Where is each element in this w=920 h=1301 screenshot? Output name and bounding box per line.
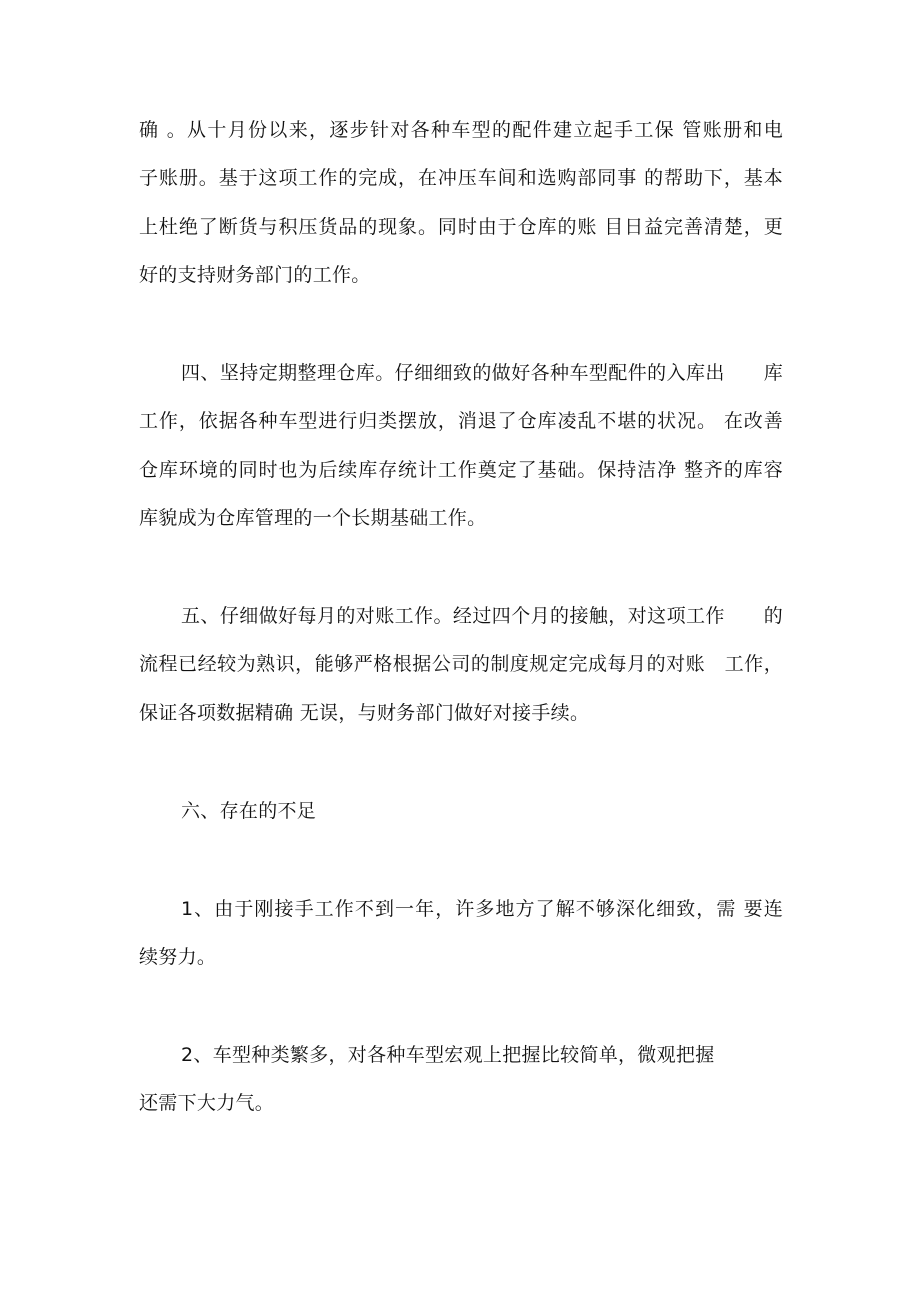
paragraph-1-line-4: 好的支持财务部门的工作。 — [139, 264, 371, 286]
paragraph-2-line-1: 四、坚持定期整理仓库。仔细细致的做好各种车型配件的入库出 库 — [181, 362, 783, 384]
paragraph-5-line-2: 续努力。 — [139, 946, 217, 968]
paragraph-3-line-1: 五、仔细做好每月的对账工作。经过四个月的接触，对这项工作 的 — [181, 605, 783, 627]
section-heading-shortcomings: 六、存在的不足 — [181, 800, 317, 822]
paragraph-2-line-2: 工作，依据各种车型进行归类摆放，消退了仓库凌乱不堪的状况。 在改善 — [139, 410, 783, 432]
paragraph-3-line-2: 流程已经较为熟识，能够严格根据公司的制度规定完成每月的对账 工作， — [139, 653, 783, 675]
paragraph-1-line-2: 子账册。基于这项工作的完成，在冲压车间和选购部同事 的帮助下，基本 — [139, 167, 783, 189]
paragraph-5-line-1: 1、由于刚接手工作不到一年，许多地方了解不够深化细致，需 要连 — [181, 898, 783, 920]
paragraph-2-line-4: 库貌成为仓库管理的一个长期基础工作。 — [139, 507, 487, 529]
paragraph-6-line-1: 2、车型种类繁多，对各种车型宏观上把握比较简单，微观把握 — [181, 1044, 715, 1066]
paragraph-6-line-2: 还需下大力气。 — [139, 1092, 275, 1114]
paragraph-1-line-3: 上杜绝了断货与积压货品的现象。同时由于仓库的账 目日益完善清楚，更 — [139, 216, 783, 238]
paragraph-1-line-1: 确 。从十月份以来，逐步针对各种车型的配件建立起手工保 管账册和电 — [139, 119, 783, 141]
paragraph-2-line-3: 仓库环境的同时也为后续库存统计工作奠定了基础。保持洁净 整齐的库容 — [139, 459, 783, 481]
paragraph-3-line-3: 保证各项数据精确 无误，与财务部门做好对接手续。 — [139, 702, 590, 724]
